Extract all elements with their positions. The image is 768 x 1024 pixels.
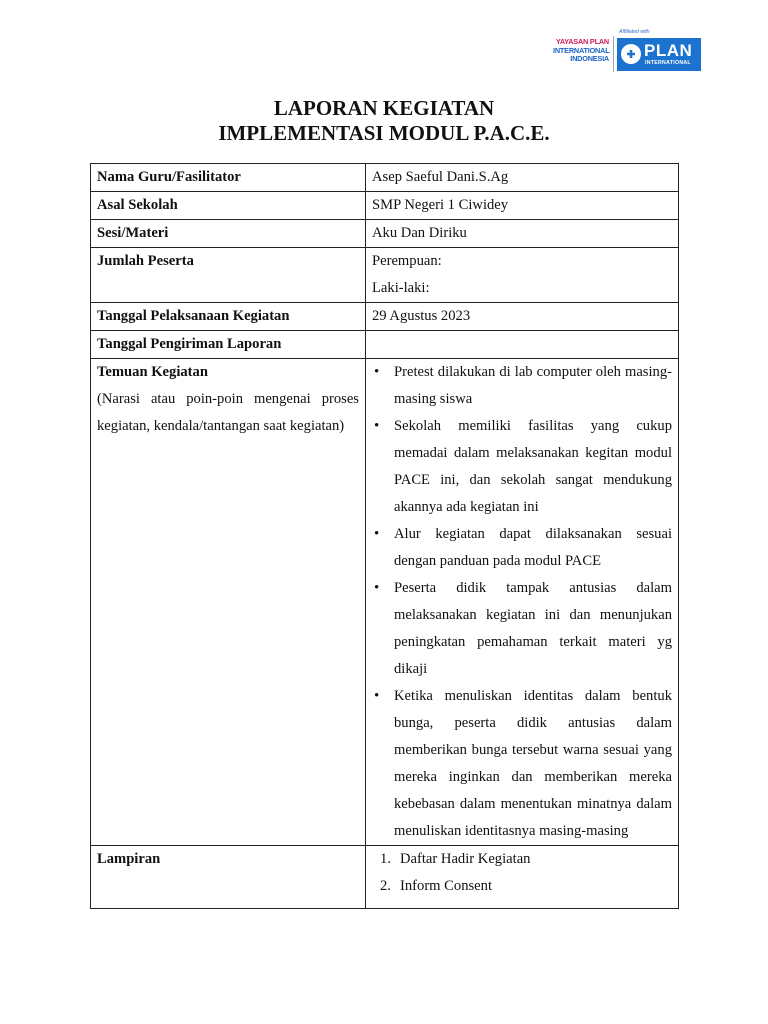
table-row xyxy=(91,331,679,359)
plan-emblem-icon xyxy=(621,44,641,64)
label-temuan-kegiatan: Temuan Kegiatan xyxy=(97,364,208,380)
table-row xyxy=(91,192,679,220)
value-tanggal-pengiriman xyxy=(366,331,679,359)
table-row xyxy=(91,303,679,331)
finding-item: • Pretest dilakukan di lab computer oleh masing-masing siswa xyxy=(394,359,672,413)
finding-item: • Peserta didik tampak antusias dalam melaksanakan kegiatan ini dan menunjukan peningkatan pemahaman terkait materi yg dikaji xyxy=(394,575,672,683)
table-row xyxy=(91,359,679,846)
label-temuan-cell xyxy=(91,359,366,846)
temuan-note: (Narasi atau poin-poin mengenai proses kegiatan, kendala/tantangan saat kegiatan) xyxy=(97,391,359,434)
table-row xyxy=(91,846,679,909)
table-row xyxy=(91,164,679,192)
value-nama-guru: Asep Saeful Dani.S.Ag xyxy=(366,164,679,192)
table-row xyxy=(91,220,679,248)
value-laki-laki: Laki-laki: xyxy=(372,280,430,296)
value-sesi-materi: Aku Dan Diriku xyxy=(366,220,679,248)
table-row xyxy=(91,248,679,303)
report-title-line-2: IMPLEMENTASI MODUL P.A.C.E. xyxy=(218,121,550,145)
plan-logo xyxy=(553,28,703,76)
value-jumlah-peserta xyxy=(366,248,679,303)
affiliated-label: Affiliated with xyxy=(619,29,650,35)
label-asal-sekolah: Asal Sekolah xyxy=(91,192,366,220)
value-temuan-cell xyxy=(366,359,679,846)
cell-spacer xyxy=(372,900,672,908)
attachment-list xyxy=(372,846,672,900)
value-lampiran-cell xyxy=(366,846,679,909)
finding-item: • Alur kegiatan dapat dilaksanakan sesuai dengan panduan pada modul PACE xyxy=(394,521,672,575)
yayasan-plan-wordmark xyxy=(553,38,609,64)
value-perempuan: Perempuan: xyxy=(372,253,442,269)
plan-word: PLAN xyxy=(644,41,693,60)
finding-item: • Ketika menuliskan identitas dalam bentuk bunga, peserta didik antusias dalam memberikan bunga tersebut warna sesuai yang mereka inginkan dan memberikan mereka kebebasan dalam menentukan minatnya dalam menuliskan identitasnya masing-masing xyxy=(394,683,672,845)
yayasan-line-3: INDONESIA xyxy=(570,54,609,63)
yayasan-line-1: YAYASAN PLAN xyxy=(555,37,609,46)
value-tanggal-pelaksanaan: 29 Agustus 2023 xyxy=(366,303,679,331)
report-title-line-1: LAPORAN KEGIATAN xyxy=(273,96,495,120)
label-sesi-materi: Sesi/Materi xyxy=(91,220,366,248)
plan-international-badge xyxy=(617,38,701,71)
attachment-item: Daftar Hadir Kegiatan xyxy=(400,851,531,867)
label-lampiran: Lampiran xyxy=(91,846,366,909)
label-tanggal-pelaksanaan: Tanggal Pelaksanaan Kegiatan xyxy=(91,303,366,331)
label-jumlah-peserta: Jumlah Peserta xyxy=(91,248,366,303)
yayasan-line-2: INTERNATIONAL xyxy=(553,45,610,55)
logo-divider xyxy=(613,36,614,72)
findings-list xyxy=(372,359,672,845)
value-asal-sekolah: SMP Negeri 1 Ciwidey xyxy=(366,192,679,220)
attachment-item: Inform Consent xyxy=(400,878,493,894)
label-nama-guru: Nama Guru/Fasilitator xyxy=(91,164,366,192)
finding-item: • Sekolah memiliki fasilitas yang cukup memadai dalam melaksanakan kegitan modul PACE ini, dan sekolah sangat mendukung akannya ada kegiatan ini xyxy=(394,413,672,521)
label-tanggal-pengiriman: Tanggal Pengiriman Laporan xyxy=(91,331,366,359)
international-word: INTERNATIONAL xyxy=(645,60,691,66)
report-table xyxy=(90,163,679,909)
